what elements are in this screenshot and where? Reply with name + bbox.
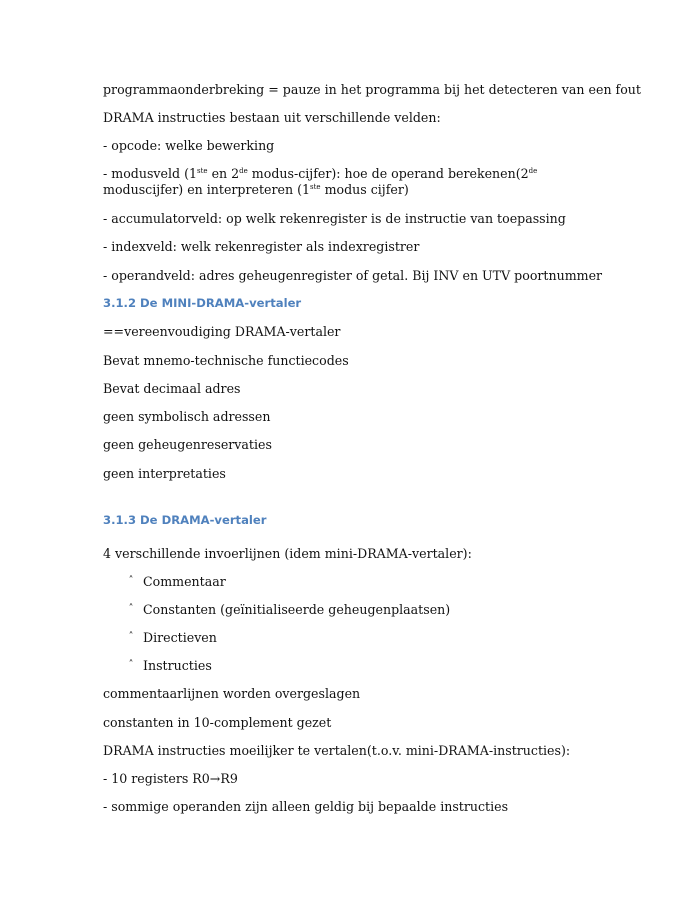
text-line: Bevat decimaal adres <box>103 381 241 396</box>
text-line: - opcode: welke bewerking <box>103 138 275 153</box>
text-line: - operandveld: adres geheugenregister of getal. Bij INV en UTV poortnummer <box>103 268 603 283</box>
section-heading: 3.1.2 De MINI-DRAMA-vertaler <box>103 296 302 310</box>
text-line: constanten in 10-complement gezet <box>103 715 332 730</box>
text-line: ==vereenvoudiging DRAMA-vertaler <box>103 324 341 339</box>
text-line: - sommige operanden zijn alleen geldig bij bepaalde instructies <box>103 799 509 814</box>
text-line: 4 verschillende invoerlijnen (idem mini-DRAMA-vertaler): <box>103 546 472 561</box>
arrowhead-bullet-icon: ˄ <box>128 575 134 586</box>
text-line: commentaarlijnen worden overgeslagen <box>103 686 361 701</box>
arrowhead-bullet-icon: ˄ <box>128 659 134 670</box>
text-line: DRAMA instructies moeilijker te vertalen(t.o.v. mini-DRAMA-instructies): <box>103 743 571 758</box>
list-item: Directieven <box>143 630 217 645</box>
text-line: - indexveld: welk rekenregister als indexregistrer <box>103 239 420 254</box>
text-line: geen symbolisch adressen <box>103 409 271 424</box>
section-heading: 3.1.3 De DRAMA-vertaler <box>103 513 267 527</box>
list-item: Commentaar <box>143 574 226 589</box>
text-line: DRAMA instructies bestaan uit verschillende velden: <box>103 110 441 125</box>
list-item: Constanten (geïnitialiseerde geheugenplaatsen) <box>143 602 451 617</box>
arrowhead-bullet-icon: ˄ <box>128 631 134 642</box>
text-line: - 10 registers R0→R9 <box>103 771 238 786</box>
text-line: programmaonderbreking = pauze in het programma bij het detecteren van een fout <box>103 82 641 97</box>
text-line-modusveld: - modusveld (1ste en 2de modus-cijfer): hoe de operand berekenen(2de moduscijfer) en interpreteren (1ste modus cijfer) <box>103 166 538 197</box>
text-line: geen geheugenreservaties <box>103 437 272 452</box>
text-line: - accumulatorveld: op welk rekenregister is de instructie van toepassing <box>103 211 566 226</box>
list-item: Instructies <box>143 658 212 673</box>
text-line: geen interpretaties <box>103 466 226 481</box>
text-line: Bevat mnemo-technische functiecodes <box>103 353 349 368</box>
arrowhead-bullet-icon: ˄ <box>128 603 134 614</box>
